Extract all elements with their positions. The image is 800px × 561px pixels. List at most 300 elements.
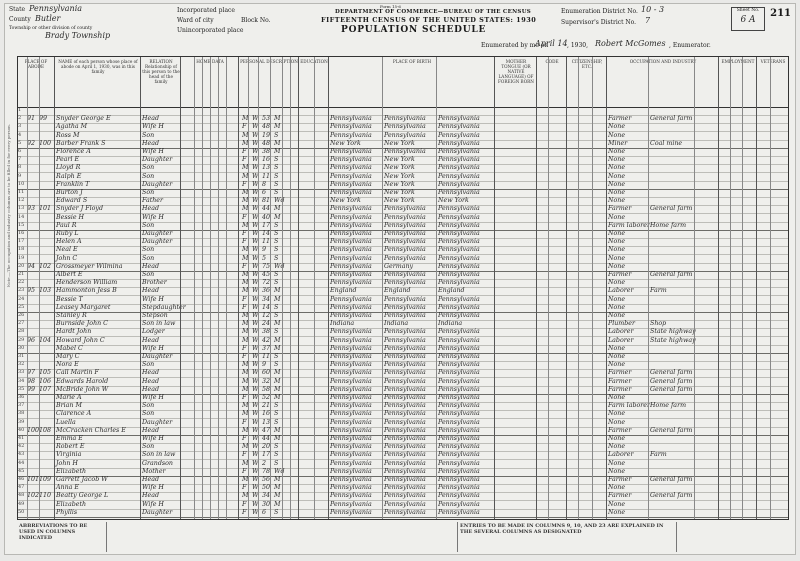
cell-b2: Pennsylvania [384,344,426,352]
grid-line [314,57,315,519]
column-header: OCCUPATION AND INDUSTRY [629,59,697,64]
cell-n: 13 [18,205,25,212]
cell-name: Helen A [56,238,82,246]
cell-b1: Pennsylvania [330,238,372,246]
ward-label: Ward of city [177,17,214,24]
cell-b2: New York [384,189,415,196]
cell-n: 47 [18,484,25,491]
cell-occ: None [608,262,626,270]
cell-name: Agatha M [56,123,88,131]
cell-b2: New York [384,172,415,180]
cell-occ: Farmer [608,426,632,434]
cell-b3: Pennsylvania [438,385,480,393]
cell-b1: Pennsylvania [330,361,372,369]
cell-rel: Son [142,189,155,196]
cell-n: 8 [18,164,22,171]
cell-b1: Pennsylvania [330,336,372,344]
cell-name: Ralph E [56,172,82,180]
cell-ms: S [274,131,279,139]
cell-b1: Pennsylvania [330,443,372,451]
cell-b3: Pennsylvania [438,476,480,483]
cell-b3: Pennsylvania [438,271,480,278]
cell-b3: England [438,287,465,295]
cell-n: 37 [18,402,25,409]
cell-b3: Pennsylvania [438,426,480,434]
cell-fam: 106 [39,377,52,385]
cell-occ: None [608,131,626,139]
cell-b3: Pennsylvania [438,312,480,319]
cell-b3: Pennsylvania [438,459,480,467]
township-label: Township or other division of county [9,26,93,31]
cell-dw: 97 [27,369,36,377]
state-value: Pennsylvania [29,4,83,13]
cell-rel: Daughter [142,508,173,516]
cell-fam: 105 [39,369,52,377]
cell-occ: Farmer [608,377,632,385]
cell-b2: Pennsylvania [384,295,426,303]
cell-occ: None [608,484,626,492]
cell-name: Phyllis [56,508,78,516]
cell-dw: 100 [27,426,40,434]
cell-dw: 99 [27,385,36,393]
cell-rel: Daughter [142,353,173,360]
cell-sex: F [242,148,247,155]
cell-b1: Pennsylvania [330,271,372,278]
cell-race: W [252,443,259,451]
cell-age: 32 [262,377,271,385]
cell-b3: Pennsylvania [438,484,480,492]
cell-age: 11 [262,238,271,246]
cell-name: Clarence A [56,410,92,418]
cell-b3: Pennsylvania [438,361,480,369]
grid-line [770,57,771,519]
cell-age: 53 [262,115,271,123]
cell-name: McCracken Charles E [56,426,126,434]
cell-age: 2 [262,459,267,467]
cell-race: W [252,451,259,459]
cell-name: Henderson William [56,279,118,287]
entries-title: ENTRIES TO BE MADE IN COLUMNS 9, 10, AND 23 ARE EXPLAINED IN THE SEVERAL COLUMNS AS DESIGNATED [460,523,664,535]
cell-b2: New York [384,139,415,147]
cell-b2: Pennsylvania [384,476,426,483]
cell-fam: 101 [39,205,52,213]
cell-ms: S [274,303,279,311]
cell-b3: Pennsylvania [438,353,480,360]
grid-line [238,57,239,519]
cell-ms: S [274,402,279,410]
cell-rel: Wife H [142,394,164,401]
cell-age: 9 [262,361,267,369]
cell-ms: S [274,230,279,237]
cell-b2: Pennsylvania [384,131,426,139]
cell-race: W [252,213,259,221]
cell-b1: Pennsylvania [330,451,372,459]
cell-b1: Pennsylvania [330,246,372,254]
ed-value: 10 - 3 [641,5,665,14]
grid-line [436,57,437,519]
grid-line [27,57,28,519]
cell-b1: Pennsylvania [330,172,372,180]
cell-rel: Daughter [142,156,173,164]
cell-name: Hammonton Jess B [56,287,117,295]
cell-n: 6 [18,148,22,154]
cell-name: Leasey Margaret [56,303,111,311]
cell-ms: M [274,295,281,303]
cell-fam: 102 [39,262,52,270]
cell-n: 24 [18,295,25,302]
cell-age: 6 [262,189,267,196]
cell-n: 30 [18,344,25,351]
cell-race: W [252,353,259,360]
cell-occ: None [608,254,626,262]
cell-n: 49 [18,500,25,507]
cell-age: 14 [262,303,271,311]
cell-ind: General farm [650,476,693,483]
cell-b2: Pennsylvania [384,328,426,336]
cell-race: W [252,279,259,287]
cell-b1: Pennsylvania [330,484,372,492]
cell-name: Ross M [56,131,80,139]
cell-ms: S [274,164,279,172]
cell-name: Emma E [56,435,83,442]
cell-b2: Pennsylvania [384,361,426,369]
block-label: Block No. [241,17,271,24]
cell-sex: M [242,402,249,410]
cell-b2: New York [384,156,415,164]
cell-ms: Wd [274,467,285,475]
cell-b3: Pennsylvania [438,123,480,131]
cell-b2: Pennsylvania [384,402,426,410]
cell-occ: None [608,148,626,155]
cell-occ: Miner [608,139,628,147]
cell-b3: Pennsylvania [438,139,480,147]
cell-rel: Wife H [142,344,164,352]
cell-b3: Pennsylvania [438,131,480,139]
cell-ms: S [274,443,279,451]
cell-ind: State highway [650,328,696,336]
cell-fam: 99 [39,115,48,123]
cell-age: 52 [262,394,271,401]
cell-sex: M [242,328,249,336]
cell-b2: Pennsylvania [384,467,426,475]
cell-name: Elizabeth [56,500,87,508]
cell-ms: M [274,476,281,483]
cell-rel: Head [142,492,160,500]
cell-age: 11 [262,353,271,360]
cell-age: 36 [262,287,271,295]
ed-label: Enumeration District No. [561,8,638,15]
cell-rel: Head [142,336,160,344]
cell-occ: None [608,172,626,180]
cell-sex: F [242,123,247,131]
cell-ms: M [274,484,281,492]
cell-n: 45 [18,467,25,474]
cell-name: Snyder George E [56,115,111,123]
cell-sex: F [242,238,247,246]
cell-race: W [252,410,259,418]
cell-ms: S [274,459,279,467]
cell-b1: Pennsylvania [330,230,372,237]
cell-age: 8 [262,180,267,188]
cell-dw: 93 [27,205,36,213]
cell-age: 38 [262,148,271,155]
department-title: DEPARTMENT OF COMMERCE—BUREAU OF THE CENSUS [335,9,532,15]
cell-sex: M [242,459,249,467]
cell-sex: F [242,295,247,303]
cell-race: W [252,385,259,393]
cell-b1: Pennsylvania [330,131,372,139]
cell-race: W [252,508,259,516]
grid-line [180,57,181,519]
cell-b1: Pennsylvania [330,148,372,155]
cell-b1: Pennsylvania [330,508,372,516]
cell-race: W [252,394,259,401]
cell-occ: None [608,394,626,401]
cell-b3: Pennsylvania [438,467,480,475]
cell-age: 34 [262,492,271,500]
cell-rel: Son [142,361,155,369]
cell-sex: M [242,254,249,262]
cell-name: Beatty George L [56,492,109,500]
cell-sex: M [242,139,249,147]
cell-occ: None [608,353,626,360]
cell-race: W [252,287,259,295]
cell-occ: Laborer [608,328,634,336]
cell-sex: M [242,189,249,196]
grid-line [226,57,227,519]
cell-n: 3 [18,123,22,130]
census-sheet [4,3,796,555]
cell-rel: Wife H [142,295,164,303]
cell-race: W [252,484,259,492]
enumerated-year: , 1930, [567,42,588,49]
cell-ms: S [274,508,279,516]
cell-name: Pearl E [56,156,80,164]
cell-occ: None [608,500,626,508]
cell-b2: Pennsylvania [384,221,426,229]
cell-n: 33 [18,369,25,376]
sd-label: Supervisor's District No. [561,19,637,26]
grid-line [536,57,537,519]
cell-ms: S [274,221,279,229]
cell-n: 44 [18,459,25,466]
cell-name: Edward S [56,197,88,205]
cell-occ: None [608,213,626,221]
cell-race: W [252,123,259,131]
cell-n: 39 [18,418,25,425]
cell-b3: Pennsylvania [438,189,480,196]
cell-age: 6 [262,508,267,516]
cell-race: W [252,336,259,344]
column-header: CODE [545,59,559,64]
cell-n: 14 [18,213,25,220]
cell-b1: Pennsylvania [330,254,372,262]
cell-b2: Pennsylvania [384,213,426,221]
cell-name: Florence A [56,148,91,155]
cell-b3: Pennsylvania [438,238,480,246]
cell-ms: S [274,361,279,369]
cell-ms: S [274,172,279,180]
cell-n: 5 [18,139,22,146]
cell-ms: S [274,451,279,459]
cell-race: W [252,377,259,385]
abbreviations-box [17,522,107,552]
cell-n: 4 [18,131,22,138]
grid-line [694,57,695,519]
cell-rel: Head [142,369,160,377]
cell-ind: General farm [650,271,693,278]
cell-b2: Pennsylvania [384,435,426,442]
cell-b3: Pennsylvania [438,213,480,221]
cell-race: W [252,172,259,180]
cell-race: W [252,164,259,172]
grid-line [298,57,299,519]
cell-occ: None [608,279,626,287]
cell-n: 23 [18,287,25,294]
cell-rel: Daughter [142,238,173,246]
cell-age: 45 [262,271,271,278]
cell-occ: Farmer [608,205,632,213]
grid-line [606,57,607,519]
cell-ind: State highway [650,336,696,344]
column-header: CITIZENSHIP, ETC. [571,59,603,69]
cell-name: Brian M [56,402,82,410]
cell-n: 18 [18,246,25,253]
cell-age: 38 [262,328,271,336]
cell-occ: None [608,295,626,303]
cell-sex: M [242,271,249,278]
cell-sex: M [242,385,249,393]
cell-occ: Farm laborer [608,221,651,229]
cell-name: Edwards Harold [56,377,109,385]
cell-age: 48 [262,123,271,131]
cell-ind: General farm [650,369,693,377]
cell-sex: F [242,353,247,360]
cell-b2: Pennsylvania [384,394,426,401]
cell-rel: Son [142,131,155,139]
cell-fam: 109 [39,476,52,483]
cell-race: W [252,131,259,139]
cell-b1: Pennsylvania [330,459,372,467]
cell-ms: M [274,336,281,344]
cell-b2: Pennsylvania [384,492,426,500]
cell-sex: M [242,361,249,369]
cell-b2: Pennsylvania [384,385,426,393]
cell-sex: M [242,377,249,385]
cell-age: 12 [262,312,271,319]
cell-n: 35 [18,385,25,392]
grid-line [494,57,495,519]
cell-age: 30 [262,500,271,508]
cell-b1: Pennsylvania [330,369,372,377]
cell-rel: Head [142,385,160,393]
cell-age: 19 [262,131,271,139]
cell-n: 38 [18,410,25,417]
cell-occ: Laborer [608,287,634,295]
cell-sex: M [242,492,249,500]
cell-race: W [252,500,259,508]
cell-b3: Pennsylvania [438,328,480,336]
cell-b1: Indiana [330,320,355,328]
cell-b1: Pennsylvania [330,377,372,385]
cell-occ: None [608,508,626,516]
cell-b3: New York [438,197,469,205]
cell-b2: New York [384,180,415,188]
cell-ind: Home farm [650,402,687,410]
cell-n: 19 [18,254,25,261]
cell-b3: Pennsylvania [438,377,480,385]
cell-n: 42 [18,443,25,450]
enumerated-date: April 14 [535,39,568,48]
cell-race: W [252,238,259,246]
cell-occ: None [608,197,626,205]
cell-n: 16 [18,230,25,236]
cell-n: 20 [18,262,25,269]
cell-b3: Pennsylvania [438,156,480,164]
cell-age: 48 [262,139,271,147]
cell-n: 12 [18,197,25,204]
cell-race: W [252,418,259,426]
cell-name: Mabel C [56,344,83,352]
cell-rel: Wife H [142,484,164,492]
cell-race: W [252,148,259,155]
cell-fam: 108 [39,426,52,434]
cell-age: 11 [262,172,271,180]
grid-line [548,57,549,519]
cell-ms: S [274,180,279,188]
cell-occ: None [608,303,626,311]
cell-n: 27 [18,320,25,327]
cell-age: 16 [262,410,271,418]
cell-race: W [252,402,259,410]
cell-name: Mary C [56,353,80,360]
cell-b3: Pennsylvania [438,148,480,155]
cell-occ: Farmer [608,492,632,500]
cell-rel: Head [142,377,160,385]
cell-age: 42 [262,336,271,344]
cell-b3: Pennsylvania [438,254,480,262]
cell-ms: M [274,426,281,434]
cell-age: 81 [262,197,271,205]
cell-race: W [252,221,259,229]
cell-ind: General farm [650,426,693,434]
cell-b3: Indiana [438,320,463,328]
cell-b3: Pennsylvania [438,279,480,287]
cell-age: 78 [262,467,271,475]
cell-ind: Farm [650,451,667,459]
cell-b1: Pennsylvania [330,426,372,434]
cell-ms: M [274,205,281,213]
cell-b2: Pennsylvania [384,369,426,377]
cell-occ: Farm laborer [608,402,651,410]
cell-b1: Pennsylvania [330,180,372,188]
cell-ms: S [274,328,279,336]
cell-ms: S [274,418,279,426]
cell-name: Virginia [56,451,82,459]
cell-race: W [252,320,259,328]
cell-name: Marie A [56,394,82,401]
cell-rel: Wife H [142,500,164,508]
cell-n: 29 [18,336,25,343]
cell-ms: S [274,156,279,164]
cell-name: Hardt John [56,328,92,336]
cell-age: 16 [262,156,271,164]
cell-b2: Pennsylvania [384,443,426,451]
cell-b1: Pennsylvania [330,492,372,500]
cell-race: W [252,180,259,188]
cell-n: 11 [18,189,25,195]
cell-b2: England [384,287,411,295]
